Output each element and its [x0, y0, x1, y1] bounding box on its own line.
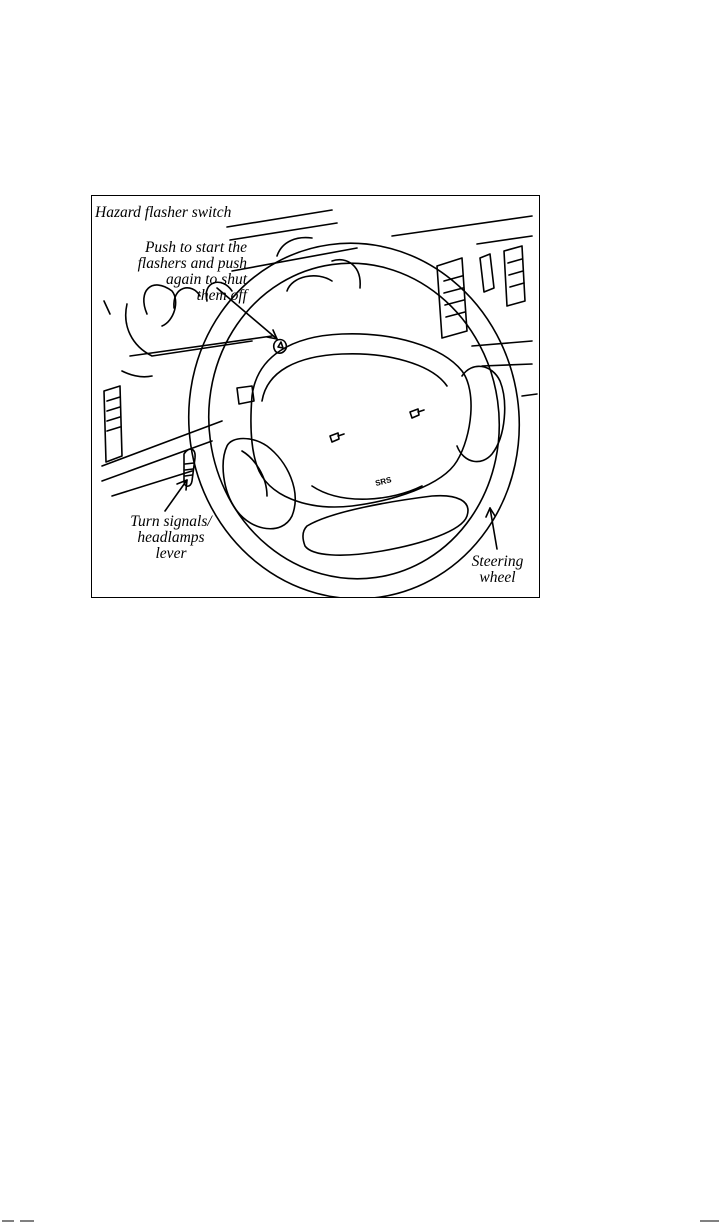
horn-icon-left — [330, 433, 344, 442]
hazard-instruction-line: flashers and push — [137, 255, 247, 272]
steering-wheel-line: Steering — [471, 553, 524, 570]
turn-signals-label — [96, 514, 246, 562]
horn-icon-right — [410, 409, 424, 418]
steering-hub — [251, 334, 471, 507]
steering-wheel-label — [460, 554, 535, 586]
hazard-instruction-line: them off — [196, 287, 247, 304]
turn-signals-line: lever — [155, 545, 187, 562]
srs-label: SRS — [374, 475, 393, 488]
hazard-instruction-label — [138, 240, 247, 304]
lower-spoke-pad — [303, 496, 468, 555]
lever-arrow — [165, 480, 187, 511]
page-edge-marks — [0, 1219, 721, 1225]
steering-wheel-line: wheel — [479, 569, 516, 586]
dashboard-top-line-2 — [230, 223, 337, 240]
steering-wheel-figure — [91, 195, 540, 598]
dashboard-top-line — [227, 210, 332, 227]
turn-signals-line: Turn signals/ — [130, 513, 212, 530]
hazard-instruction-line: Push to start the — [144, 239, 247, 256]
turn-signals-line: headlamps — [137, 529, 205, 546]
hazard-instruction-line: again to shut — [166, 271, 247, 288]
hazard-flasher-switch-label: Hazard flasher switch — [95, 204, 232, 221]
